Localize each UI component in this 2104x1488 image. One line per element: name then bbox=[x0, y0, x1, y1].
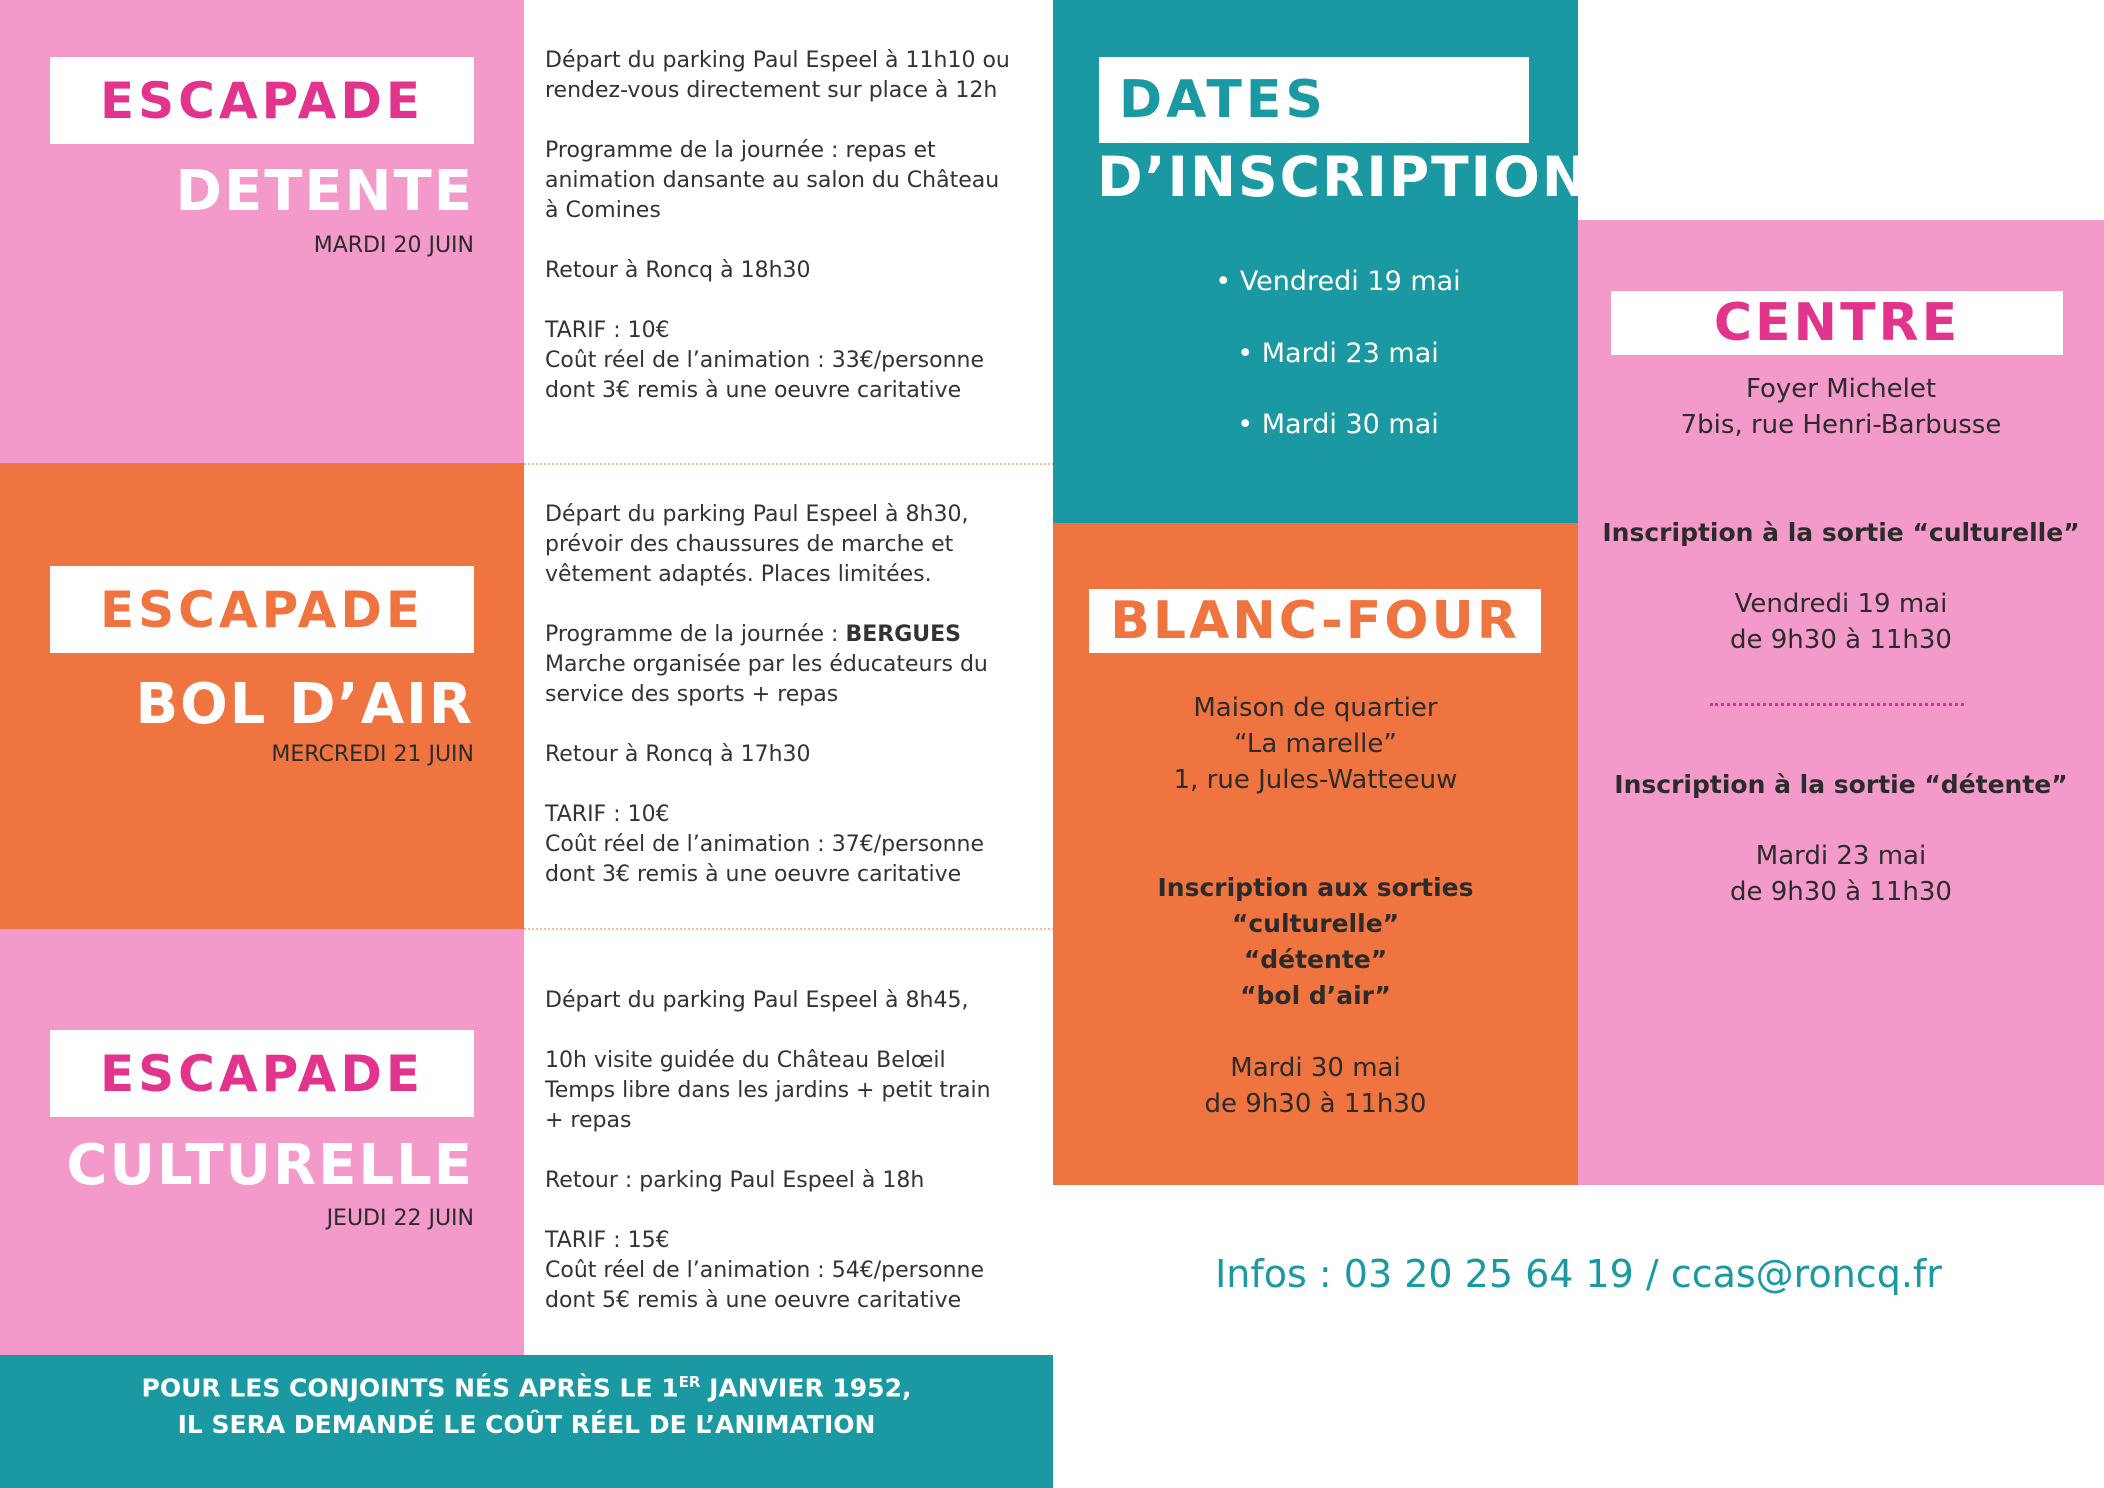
centre-address bbox=[1578, 371, 2104, 443]
depart-text: prévoir des chaussures de marche et bbox=[545, 532, 954, 557]
depart-text: Départ du parking Paul Espeel à 8h45, bbox=[545, 988, 969, 1013]
programme-text: Programme de la journée : repas et bbox=[545, 138, 936, 163]
date-item: • Mardi 30 mai bbox=[1237, 409, 1439, 440]
programme-text: à Comines bbox=[545, 198, 661, 223]
section-divider bbox=[524, 463, 1054, 465]
centre-inscription-schedule bbox=[1578, 838, 2104, 910]
blanc-four-title: BLANC-FOUR bbox=[1089, 589, 1541, 653]
depart-text: Départ du parking Paul Espeel à 8h30, bbox=[545, 502, 969, 527]
date-item: • Vendredi 19 mai bbox=[1215, 266, 1461, 297]
programme-text: 10h visite guidée du Château Belœil bbox=[545, 1048, 946, 1073]
depart-text: vêtement adaptés. Places limitées. bbox=[545, 562, 932, 587]
escapade-title: ESCAPADE bbox=[50, 1030, 474, 1117]
address-line: 7bis, rue Henri-Barbusse bbox=[1680, 410, 2002, 440]
blanc-four-address bbox=[1053, 690, 1578, 798]
escapade-info bbox=[545, 46, 1045, 406]
escapade-date: MERCREDI 21 JUIN bbox=[271, 742, 474, 767]
cout-text: Coût réel de l’animation : 54€/personne bbox=[545, 1258, 985, 1283]
note-line-suffix: JANVIER 1952, bbox=[700, 1373, 912, 1403]
oeuvre-text: dont 3€ remis à une oeuvre caritative bbox=[545, 862, 962, 887]
programme-text: Marche organisée par les éducateurs du bbox=[545, 652, 988, 677]
programme-text: Temps libre dans les jardins + petit train bbox=[545, 1078, 991, 1103]
centre-inscription-label: Inscription à la sortie “détente” bbox=[1614, 770, 2068, 799]
address-line: Maison de quartier bbox=[1193, 693, 1438, 723]
inscription-line: “culturelle” bbox=[1231, 909, 1400, 938]
dates-subtitle: D’INSCRIPTION bbox=[1097, 145, 1590, 209]
tarif-text: TARIF : 10€ bbox=[545, 318, 670, 343]
inscription-line: Inscription aux sorties bbox=[1157, 873, 1474, 902]
cout-text: Coût réel de l’animation : 37€/personne bbox=[545, 832, 985, 857]
escapade-subtitle: DETENTE bbox=[175, 159, 474, 224]
escapade-title: ESCAPADE bbox=[50, 566, 474, 653]
escapade-info bbox=[545, 986, 1045, 1316]
retour-text: Retour à Roncq à 17h30 bbox=[545, 742, 811, 767]
centre-inscription-label: Inscription à la sortie “culturelle” bbox=[1602, 518, 2080, 547]
escapade-info bbox=[545, 500, 1045, 890]
address-line: “La marelle” bbox=[1234, 729, 1397, 759]
retour-text: Retour à Roncq à 18h30 bbox=[545, 258, 811, 283]
escapade-subtitle: CULTURELLE bbox=[66, 1133, 474, 1198]
date-item: • Mardi 23 mai bbox=[1237, 338, 1439, 369]
programme-text: animation dansante au salon du Château bbox=[545, 168, 1000, 193]
programme-text: service des sports + repas bbox=[545, 682, 839, 707]
blanc-four-inscription bbox=[1053, 870, 1578, 1014]
centre-divider bbox=[1710, 703, 1964, 706]
section-divider bbox=[524, 928, 1054, 930]
conjoints-note bbox=[0, 1355, 1053, 1488]
blanc-four-schedule bbox=[1053, 1050, 1578, 1122]
oeuvre-text: dont 3€ remis à une oeuvre caritative bbox=[545, 378, 962, 403]
note-line: IL SERA DEMANDÉ LE COÛT RÉEL DE L’ANIMATION bbox=[177, 1410, 876, 1440]
escapade-title: ESCAPADE bbox=[50, 57, 474, 144]
programme-prefix: Programme de la journée : bbox=[545, 622, 846, 647]
depart-text: Départ du parking Paul Espeel à 11h10 ou bbox=[545, 48, 1010, 73]
centre-inscription-schedule bbox=[1578, 586, 2104, 658]
tarif-text: TARIF : 10€ bbox=[545, 802, 670, 827]
programme-text: + repas bbox=[545, 1108, 632, 1133]
schedule-time: de 9h30 à 11h30 bbox=[1730, 877, 1952, 907]
escapade-subtitle: BOL D’AIR bbox=[135, 672, 474, 737]
schedule-time: de 9h30 à 11h30 bbox=[1204, 1089, 1427, 1119]
oeuvre-text: dont 5€ remis à une oeuvre caritative bbox=[545, 1288, 962, 1313]
schedule-time: de 9h30 à 11h30 bbox=[1730, 625, 1952, 655]
programme-text bbox=[545, 620, 1045, 650]
cout-text: Coût réel de l’animation : 33€/personne bbox=[545, 348, 985, 373]
escapade-date: JEUDI 22 JUIN bbox=[326, 1206, 474, 1231]
inscription-line: “bol d’air” bbox=[1240, 981, 1391, 1010]
escapade-date: MARDI 20 JUIN bbox=[313, 233, 474, 258]
contact-infos: Infos : 03 20 25 64 19 / ccas@roncq.fr bbox=[1215, 1252, 1942, 1296]
schedule-date: Mardi 30 mai bbox=[1230, 1053, 1401, 1083]
note-line-prefix: POUR LES CONJOINTS NÉS APRÈS LE 1 bbox=[141, 1373, 679, 1403]
inscription-line: “détente” bbox=[1243, 945, 1388, 974]
address-line: Foyer Michelet bbox=[1745, 374, 1937, 404]
note-superscript: ER bbox=[678, 1373, 701, 1391]
programme-destination: BERGUES bbox=[845, 622, 961, 647]
retour-text: Retour : parking Paul Espeel à 18h bbox=[545, 1168, 925, 1193]
schedule-date: Vendredi 19 mai bbox=[1734, 589, 1948, 619]
address-line: 1, rue Jules-Watteeuw bbox=[1173, 765, 1458, 795]
depart-text: rendez-vous directement sur place à 12h bbox=[545, 78, 998, 103]
centre-title: CENTRE bbox=[1611, 291, 2063, 355]
tarif-text: TARIF : 15€ bbox=[545, 1228, 670, 1253]
dates-title: DATES bbox=[1099, 57, 1529, 143]
schedule-date: Mardi 23 mai bbox=[1755, 841, 1927, 871]
